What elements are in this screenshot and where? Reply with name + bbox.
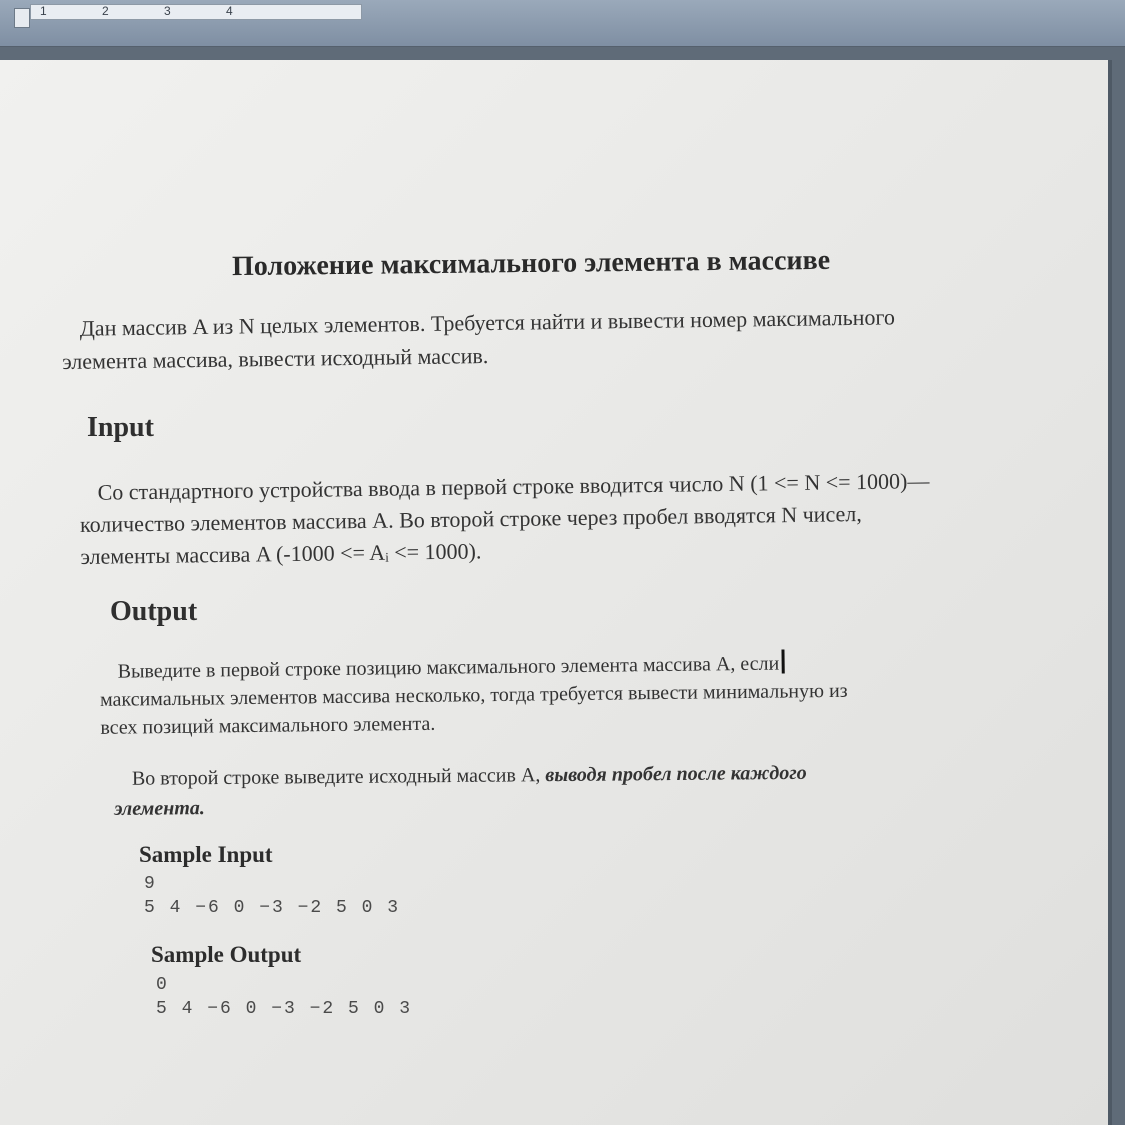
output-line-2: максимальных элементов массива несколько, тогда требуется вывести минимальную из bbox=[99, 679, 848, 711]
ruler-tick: 2 bbox=[102, 4, 109, 18]
output2-emphasis-b: элемента. bbox=[114, 797, 205, 820]
text-cursor bbox=[781, 650, 784, 674]
output-line-1: Выведите в первой строке позицию максимального элемента массива A, если bbox=[117, 652, 780, 683]
output-line-3: всех позиций максимального элемента. bbox=[100, 712, 436, 739]
input-line-2: количество элементов массива A. Во второй строке через пробел вводятся N чисел, bbox=[79, 501, 862, 537]
output2-emphasis-a: выводя пробел после каждого bbox=[545, 761, 807, 787]
input-heading: Input bbox=[87, 412, 154, 443]
sample-input-line-2: 5 4 −6 0 −3 −2 5 0 3 bbox=[144, 898, 401, 918]
sample-input-label: Sample Input bbox=[139, 842, 273, 867]
output2-plain: Во второй строке выведите исходный массив A, bbox=[131, 764, 546, 790]
sample-output-label: Sample Output bbox=[151, 942, 302, 967]
document-page[interactable] bbox=[0, 60, 1108, 1125]
sample-output-line-2: 5 4 −6 0 −3 −2 5 0 3 bbox=[156, 999, 413, 1019]
sample-output-line-1: 0 bbox=[156, 975, 169, 995]
horizontal-ruler bbox=[0, 0, 1125, 47]
intro-line-2: элемента массива, вывести исходный массив. bbox=[62, 343, 489, 374]
input-line-3: элементы массива A (-1000 <= Aᵢ <= 1000). bbox=[80, 538, 482, 569]
input-line-1: Со стандартного устройства ввода в первой строке вводится число N (1 <= N <= 1000)— bbox=[97, 468, 930, 505]
input-paragraph bbox=[79, 463, 1080, 573]
output-paragraph-2 bbox=[114, 756, 1014, 824]
ruler-tick: 4 bbox=[226, 4, 233, 18]
ruler-tick: 1 bbox=[40, 4, 47, 18]
intro-paragraph bbox=[62, 298, 1063, 378]
output-paragraph bbox=[100, 646, 1061, 742]
ruler-ticks bbox=[40, 2, 288, 22]
sample-input-line-1: 9 bbox=[144, 874, 157, 894]
indent-marker-icon[interactable] bbox=[14, 8, 30, 28]
output-heading: Output bbox=[110, 596, 198, 627]
ruler-tick: 3 bbox=[164, 4, 171, 18]
document-title: Положение максимального элемента в массиве bbox=[231, 244, 831, 283]
intro-line-1: Дан массив A из N целых элементов. Требуется найти и вывести номер максимального bbox=[79, 304, 896, 341]
